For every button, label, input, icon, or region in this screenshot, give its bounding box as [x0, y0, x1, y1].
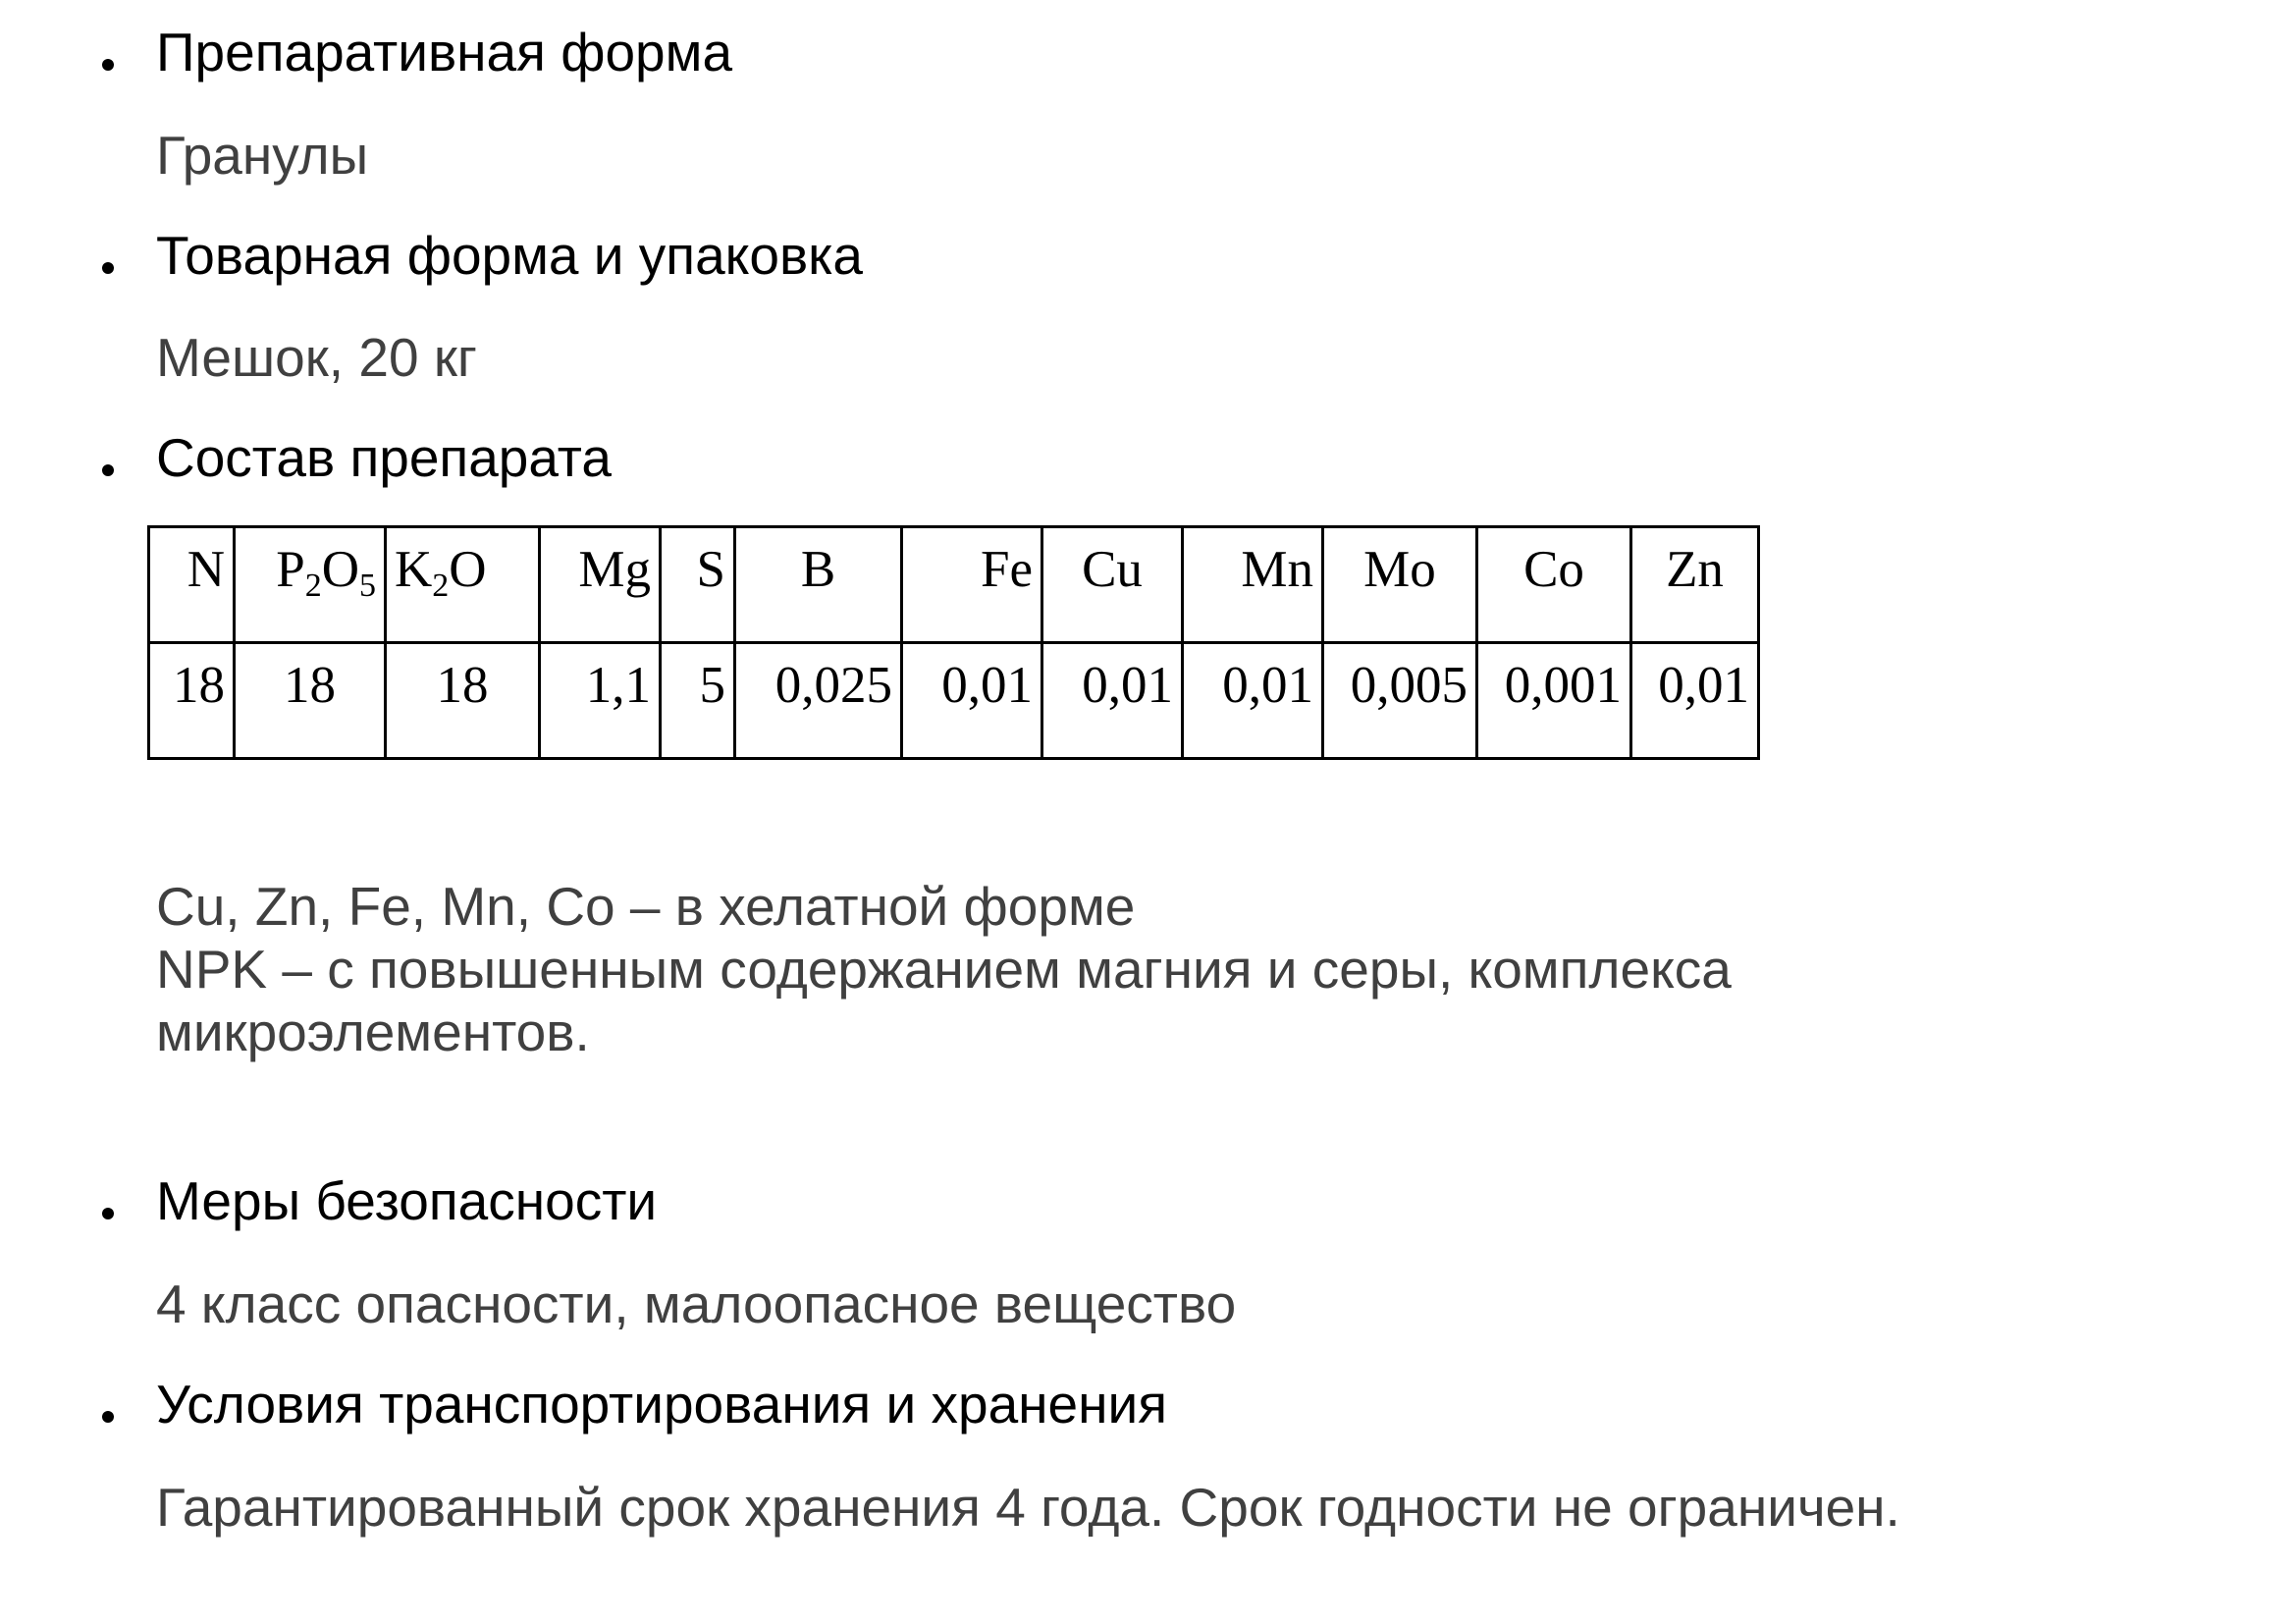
composition-note-chelate: Cu, Zn, Fe, Mn, Co – в хелатной форме — [156, 876, 1136, 937]
value-cell-k2o: 18 — [386, 643, 540, 759]
bullet-icon — [102, 262, 114, 274]
header-cell-co: Co — [1477, 527, 1631, 643]
composition-heading: Состав препарата — [156, 427, 612, 488]
header-cell-fe: Fe — [902, 527, 1042, 643]
bullet-icon — [102, 464, 114, 476]
p2o5-p: P — [276, 541, 305, 598]
value-cell-b: 0,025 — [735, 643, 902, 759]
p2o5-sub-2: 2 — [304, 568, 322, 604]
value-cell-cu: 0,01 — [1042, 643, 1183, 759]
packaging-value: Мешок, 20 кг — [156, 327, 477, 388]
header-cell-s: S — [661, 527, 735, 643]
p2o5-o: O — [321, 541, 359, 598]
table-row — [149, 643, 1759, 759]
value-cell-zn: 0,01 — [1631, 643, 1759, 759]
value-cell-mg: 1,1 — [540, 643, 661, 759]
header-cell-mo: Mo — [1323, 527, 1477, 643]
value-cell-fe: 0,01 — [902, 643, 1042, 759]
header-cell-zn: Zn — [1631, 527, 1759, 643]
k2o-k: K — [395, 541, 433, 598]
bullet-icon — [102, 59, 114, 71]
safety-value: 4 класс опасности, малоопасное вещество — [156, 1273, 1237, 1334]
header-cell-mg: Mg — [540, 527, 661, 643]
header-cell-k2o — [386, 527, 540, 643]
form-heading: Препаративная форма — [156, 22, 733, 82]
header-cell-n: N — [149, 527, 235, 643]
value-cell-mn: 0,01 — [1183, 643, 1323, 759]
packaging-heading: Товарная форма и упаковка — [156, 225, 864, 286]
form-value: Гранулы — [156, 125, 369, 186]
k2o-o: O — [449, 541, 487, 598]
value-cell-mo: 0,005 — [1323, 643, 1477, 759]
safety-heading: Меры безопасности — [156, 1170, 658, 1231]
header-cell-cu: Cu — [1042, 527, 1183, 643]
bullet-icon — [102, 1411, 114, 1423]
composition-table — [147, 525, 1760, 760]
table-header-row — [149, 527, 1759, 643]
header-cell-b: B — [735, 527, 902, 643]
value-cell-co: 0,001 — [1477, 643, 1631, 759]
value-cell-p2o5: 18 — [235, 643, 386, 759]
value-cell-s: 5 — [661, 643, 735, 759]
value-cell-n: 18 — [149, 643, 235, 759]
storage-heading: Условия транспортирования и хранения — [156, 1374, 1168, 1435]
header-cell-p2o5 — [235, 527, 386, 643]
composition-note-npk: NPK – с повышенным содержанием магния и серы, комплекса — [156, 939, 1732, 1000]
storage-value: Гарантированный срок хранения 4 года. Срок годности не ограничен. — [156, 1477, 1900, 1538]
k2o-sub-2: 2 — [432, 568, 450, 604]
bullet-icon — [102, 1208, 114, 1219]
composition-note-npk-cont: микроэлементов. — [156, 1001, 590, 1062]
p2o5-sub-5: 5 — [359, 568, 376, 604]
header-cell-mn: Mn — [1183, 527, 1323, 643]
